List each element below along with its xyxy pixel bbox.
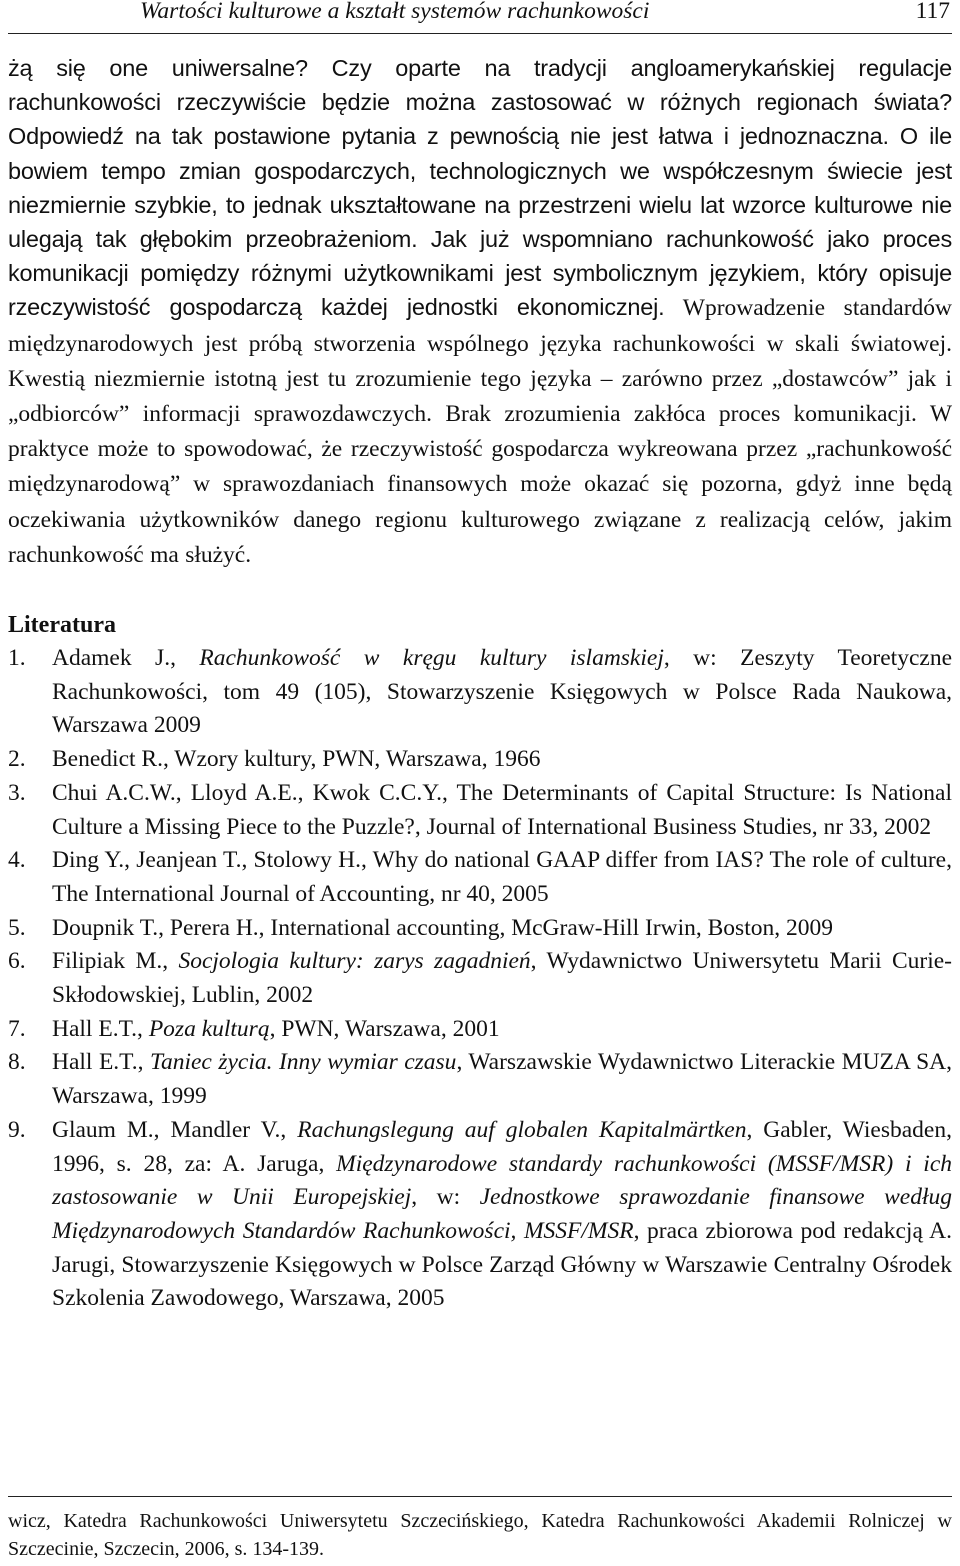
body-text-sans: żą się one uniwersalne? Czy oparte na tradycji angloamerykańskiej regulacje rachunkowości rzeczywiście będzie można zastosować w różnych regionach świata? Odpowiedź na tak postawione pytania z pewnością nie jest łatwa i jednoznaczna. O ile bowiem tempo zmian gospodarczych, technologicznych we współczesnym świecie jest niezmiernie szybkie, to jednak ukształtowane na przestrzeni wielu lat wzorce kulturowe nie ulegają tak głębokim przeobrażeniom. Jak już wspomniano rachunkowość jako proces komunikacji pomiędzy różnymi użytkownikami jest symbolicznym językiem, który opisuje rzeczywistość gospodarczą każdej jednostki ekonomicznej. (8, 55, 952, 321)
reference-item (8, 844, 952, 911)
running-header (8, 0, 952, 36)
reference-item (8, 1013, 952, 1047)
reference-item (8, 945, 952, 1012)
reference-text: Chui A.C.W., Lloyd A.E., Kwok C.C.Y., The Determinants of Capital Structure: Is National Culture a Missing Piece to the Puzzle?, Journal of International Business Studies, nr 33, 2002 (52, 779, 952, 840)
reference-number: 7. (8, 1015, 26, 1042)
reference-text: Doupnik T., Perera H., International accounting, McGraw-Hill Irwin, Boston, 2009 (52, 914, 833, 941)
reference-number: 4. (8, 847, 26, 874)
footnote-text: wicz, Katedra Rachunkowości Uniwersytetu Szczecińskiego, Katedra Rachunkowości Akademii Rolniczej w Szczecinie, Szczecin, 2006, s. 134-139. (8, 1510, 952, 1560)
reference-text: Benedict R., Wzory kultury, PWN, Warszawa, 1966 (52, 746, 541, 773)
literature-heading: Literatura (8, 612, 116, 639)
running-title: Wartości kulturowe a kształt systemów rachunkowości (140, 0, 650, 24)
reference-text: Ding Y., Jeanjean T., Stolowy H., Why do national GAAP differ from IAS? The role of culture, The International Journal of Accounting, nr 40, 2005 (52, 847, 952, 907)
reference-text: Adamek J., Rachunkowość w kręgu kultury islamskiej, w: Zeszyty Teoretyczne Rachunkowości, tom 49 (105), Stowarzyszenie Księgowych w Polsce Rada Naukowa, Warszawa 2009 (52, 645, 952, 739)
reference-text: Hall E.T., Taniec życia. Inny wymiar czasu, Warszawskie Wydawnictwo Literackie MUZA SA, Warszawa, 1999 (52, 1049, 952, 1110)
reference-text: Glaum M., Mandler V., Rachungslegung auf globalen Kapitalmärtken, Gabler, Wiesbaden, 1996, s. 28, za: A. Jaruga, Międzynarodowe standardy rachunkowości (MSSF/MSR) i ich zastosowanie w Unii Europejskiej, w: Jednostkowe sprawozdanie finansowe według Międzynarodowych Standardów Rachunkowości, MSSF/MSR, praca zbiorowa pod redakcją A. Jarugi, Stowarzyszenie Księgowych w Polsce Zarząd Główny w Warszawie Centralny Ośrodek Szkolenia Zawodowego, Warszawa, 2005 (52, 1116, 952, 1312)
reference-number: 8. (8, 1049, 26, 1076)
document-page (8, 0, 952, 1316)
page-number: 117 (915, 0, 950, 24)
reference-item (8, 777, 952, 844)
reference-item (8, 743, 952, 777)
reference-item (8, 912, 952, 946)
reference-item (8, 642, 952, 743)
body-paragraph (8, 51, 952, 572)
reference-number: 3. (8, 779, 26, 806)
reference-text: Hall E.T., Poza kulturą, PWN, Warszawa, 2001 (52, 1015, 500, 1042)
reference-item (8, 1114, 952, 1316)
reference-text: Filipiak M., Socjologia kultury: zarys zagadnień, Wydawnictwo Uniwersytetu Marii Curie-Skłodowskiej, Lublin, 2002 (52, 948, 952, 1009)
reference-number: 5. (8, 914, 26, 941)
body-text-serif: Wprowadzenie standardów międzynarodowych jest próbą stworzenia wspólnego języka rachunkowości w skali światowej. Kwestią niezmiernie istotną jest tu zrozumienie tego języka – zarówno przez „dostawców” jak i „odbiorców” informacji sprawozdawczych. Brak zrozumienia zakłóca proces komunikacji. W praktyce może to spowodować, że rzeczywistość gospodarcza wykreowana przez „rachunkowość międzynarodową” w sprawozdaniach finansowych może okazać się pozorna, gdyż inne będą oczekiwania użytkowników danego regionu kulturowego związane z realizacją celów, jakim rachunkowość ma służyć. (8, 295, 952, 568)
reference-number: 9. (8, 1116, 26, 1143)
reference-number: 2. (8, 746, 26, 773)
reference-item (8, 1046, 952, 1113)
reference-number: 6. (8, 948, 26, 975)
reference-number: 1. (8, 645, 26, 672)
header-rule (8, 33, 952, 34)
footnote (8, 1496, 952, 1563)
references-list (8, 642, 952, 1316)
